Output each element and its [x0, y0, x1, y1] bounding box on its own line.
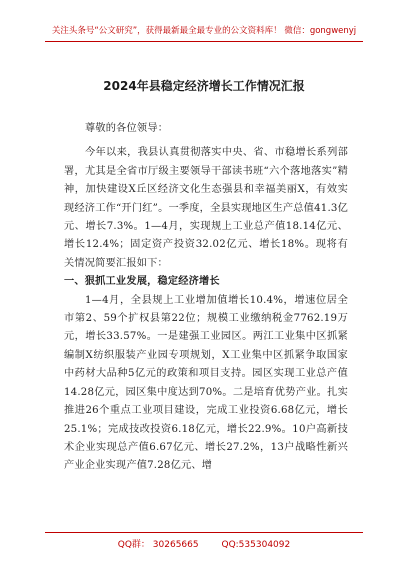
intro-paragraph: 今年以来，我县认真贯彻落实中央、省、市稳增长系列部署，尤其是全省市厅级主要领导干部读书班“六个落地落实”精神，加快建设X丘区经济文化生态强县和幸福美丽X，有效实现经济工作“开门红”。一季度，全县实现地区生产总值41.3亿元、增长7.3%。1—4月，实现规上工业总产值18.14亿元、增长12.4%；固定资产投资32.02亿元、增长18%。现将有关情况简要汇报如下： — [64, 147, 348, 269]
footer-contact — [0, 537, 408, 550]
greeting: 尊敬的各位领导： — [85, 123, 169, 134]
section-paragraph: 1—4月，全县规上工业增加值增长10.4%，增速位居全市第2、59个扩权县第22位；规模工业缴纳税金7762.19万元，增长33.57%。一是建强工业园区。两江工业集中区抓紧编制X纺织服装产业园专项规划，X工业集中区抓紧争取国家中药材大品种5亿元的政策和项目支持。园区实现工业总产值14.28亿元，园区集中度达到70%。二是培育优势产业。扎实推进26个重点工业项目建设，完成工业投资6.68亿元，增长25.1%；完成技改投资6.18亿元，增长22.9%。10户高新技术企业实现总产值6.67亿元、增长27.2%，13户战略性新兴产业企业实现产值7.28亿元、增 — [64, 294, 348, 472]
header-divider — [45, 41, 363, 42]
qq-number: QQ:535304092 — [221, 540, 291, 550]
document-body — [64, 120, 348, 476]
document-title: 2024年县稳定经济增长工作情况汇报 — [103, 79, 305, 93]
section-heading: 一、狠抓工业发展，稳定经济增长 — [64, 276, 220, 288]
qq-group: QQ群： 30265665 — [117, 540, 199, 550]
footer-divider — [45, 532, 363, 533]
header-notice: 关注头条号“公文研究”，获得最新最全最专业的公文资料库！ 微信：gongwenyj — [51, 26, 357, 36]
